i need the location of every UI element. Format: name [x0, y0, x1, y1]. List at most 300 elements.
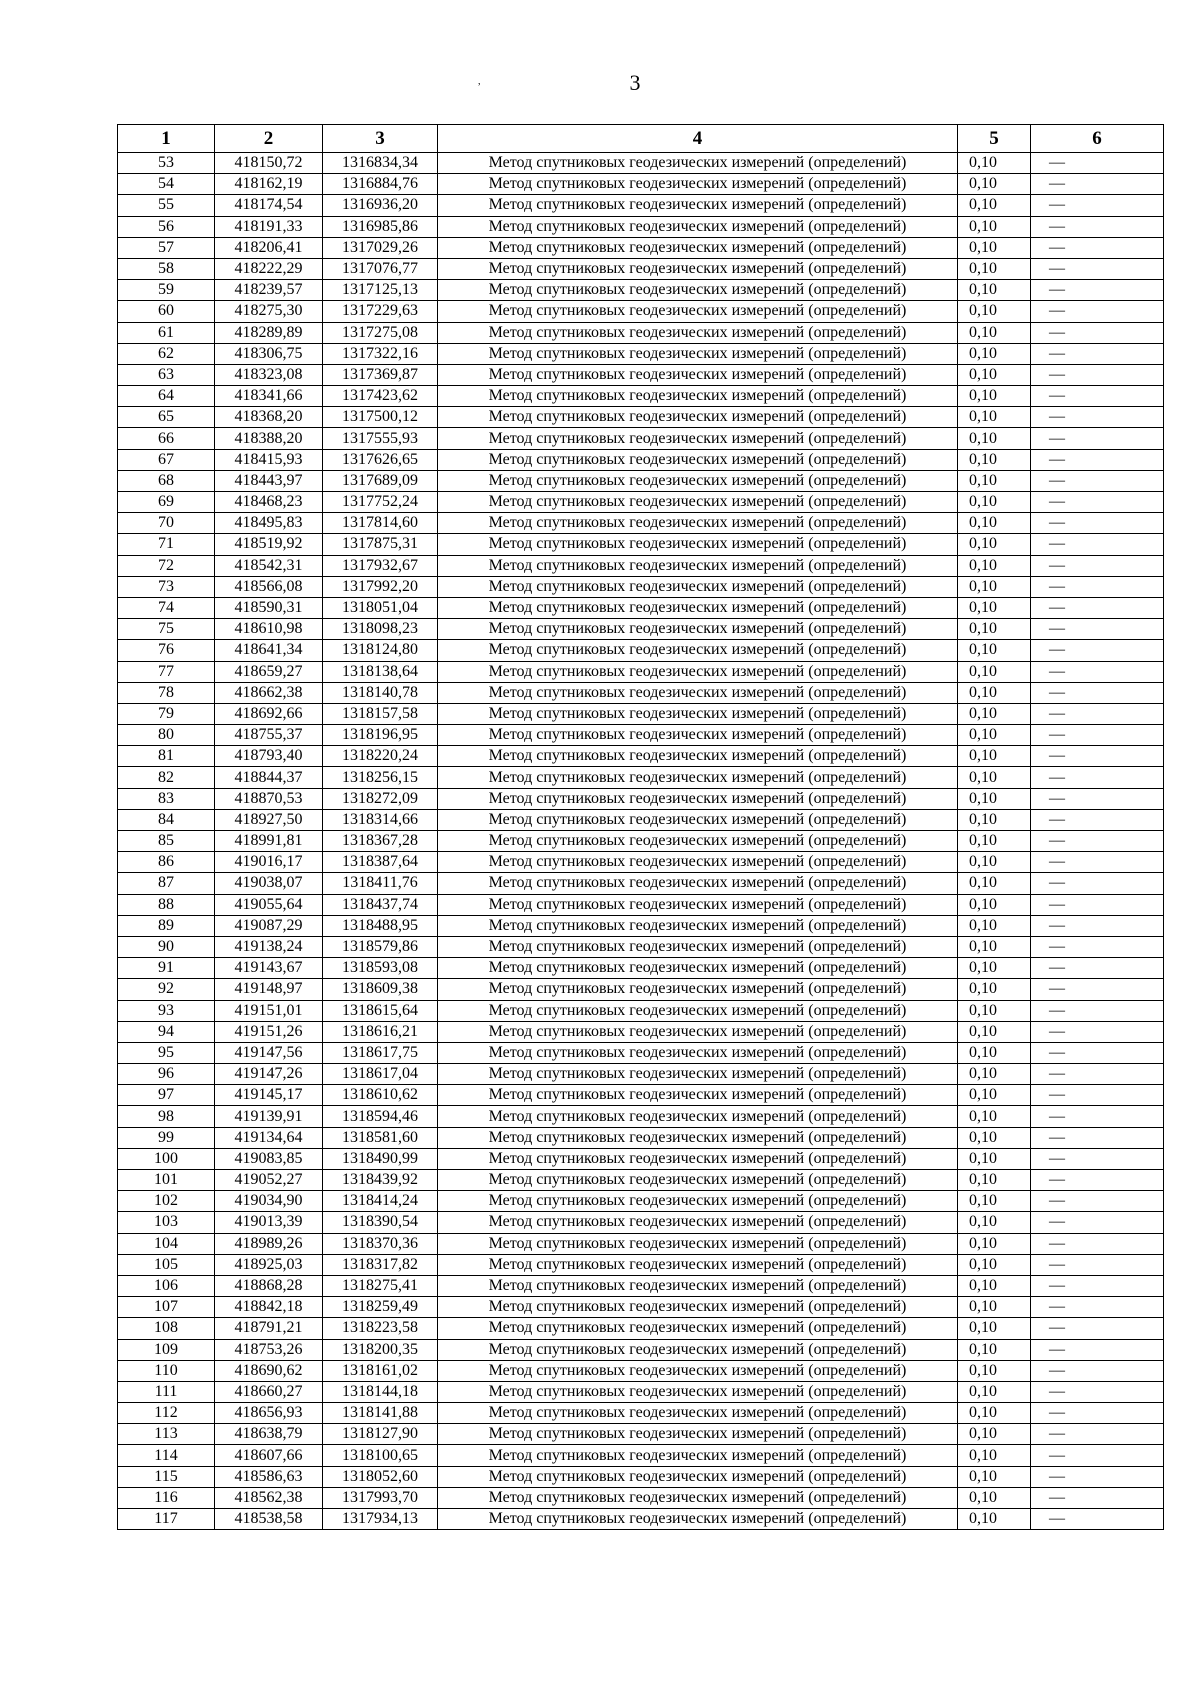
point-number-cell: 97	[118, 1085, 215, 1106]
point-number-cell: 91	[118, 958, 215, 979]
x-coordinate-cell: 418590,31	[215, 597, 323, 618]
precision-cell: 0,10	[958, 258, 1031, 279]
precision-cell: 0,10	[958, 682, 1031, 703]
description-cell: —	[1031, 174, 1164, 195]
method-cell: Метод спутниковых геодезических измерений (определений)	[438, 1191, 958, 1212]
x-coordinate-cell: 418239,57	[215, 280, 323, 301]
table-row	[118, 1148, 1164, 1169]
description-cell: —	[1031, 386, 1164, 407]
description-cell: —	[1031, 703, 1164, 724]
method-cell: Метод спутниковых геодезических измерений (определений)	[438, 915, 958, 936]
precision-cell: 0,10	[958, 1339, 1031, 1360]
method-cell: Метод спутниковых геодезических измерений (определений)	[438, 1275, 958, 1296]
table-row	[118, 1042, 1164, 1063]
x-coordinate-cell: 419087,29	[215, 915, 323, 936]
point-number-cell: 116	[118, 1487, 215, 1508]
table-row	[118, 1466, 1164, 1487]
x-coordinate-cell: 419034,90	[215, 1191, 323, 1212]
precision-cell: 0,10	[958, 322, 1031, 343]
x-coordinate-cell: 418519,92	[215, 534, 323, 555]
description-cell: —	[1031, 640, 1164, 661]
table-row	[118, 216, 1164, 237]
header-cell-4: 4	[438, 125, 958, 153]
method-cell: Метод спутниковых геодезических измерений (определений)	[438, 725, 958, 746]
point-number-cell: 110	[118, 1360, 215, 1381]
point-number-cell: 85	[118, 831, 215, 852]
x-coordinate-cell: 418753,26	[215, 1339, 323, 1360]
y-coordinate-cell: 1318275,41	[323, 1275, 438, 1296]
method-cell: Метод спутниковых геодезических измерений (определений)	[438, 1127, 958, 1148]
table-row	[118, 788, 1164, 809]
description-cell: —	[1031, 1466, 1164, 1487]
point-number-cell: 99	[118, 1127, 215, 1148]
y-coordinate-cell: 1317423,62	[323, 386, 438, 407]
method-cell: Метод спутниковых геодезических измерений (определений)	[438, 322, 958, 343]
x-coordinate-cell: 419052,27	[215, 1170, 323, 1191]
table-row	[118, 1275, 1164, 1296]
table-row	[118, 301, 1164, 322]
y-coordinate-cell: 1318439,92	[323, 1170, 438, 1191]
table-row	[118, 1212, 1164, 1233]
precision-cell: 0,10	[958, 1064, 1031, 1085]
precision-cell: 0,10	[958, 979, 1031, 1000]
x-coordinate-cell: 418562,38	[215, 1487, 323, 1508]
x-coordinate-cell: 418927,50	[215, 809, 323, 830]
table-row	[118, 1445, 1164, 1466]
x-coordinate-cell: 418341,66	[215, 386, 323, 407]
y-coordinate-cell: 1318272,09	[323, 788, 438, 809]
table-row	[118, 1064, 1164, 1085]
precision-cell: 0,10	[958, 576, 1031, 597]
x-coordinate-cell: 419083,85	[215, 1148, 323, 1169]
table-row	[118, 767, 1164, 788]
table-row	[118, 1191, 1164, 1212]
y-coordinate-cell: 1318157,58	[323, 703, 438, 724]
description-cell: —	[1031, 958, 1164, 979]
point-number-cell: 71	[118, 534, 215, 555]
table-row	[118, 174, 1164, 195]
method-cell: Метод спутниковых геодезических измерений (определений)	[438, 428, 958, 449]
x-coordinate-cell: 419139,91	[215, 1106, 323, 1127]
y-coordinate-cell: 1318256,15	[323, 767, 438, 788]
method-cell: Метод спутниковых геодезических измерений (определений)	[438, 174, 958, 195]
description-cell: —	[1031, 237, 1164, 258]
y-coordinate-cell: 1318615,64	[323, 1000, 438, 1021]
description-cell: —	[1031, 682, 1164, 703]
x-coordinate-cell: 419151,26	[215, 1021, 323, 1042]
table-row	[118, 661, 1164, 682]
method-cell: Метод спутниковых геодезических измерений (определений)	[438, 809, 958, 830]
x-coordinate-cell: 418870,53	[215, 788, 323, 809]
table-row	[118, 513, 1164, 534]
description-cell: —	[1031, 153, 1164, 174]
precision-cell: 0,10	[958, 513, 1031, 534]
precision-cell: 0,10	[958, 1233, 1031, 1254]
method-cell: Метод спутниковых геодезических измерений (определений)	[438, 492, 958, 513]
precision-cell: 0,10	[958, 1254, 1031, 1275]
point-number-cell: 106	[118, 1275, 215, 1296]
x-coordinate-cell: 418323,08	[215, 364, 323, 385]
y-coordinate-cell: 1318098,23	[323, 619, 438, 640]
page-number: 3	[629, 70, 641, 95]
method-cell: Метод спутниковых геодезических измерений (определений)	[438, 1360, 958, 1381]
table-row	[118, 1297, 1164, 1318]
precision-cell: 0,10	[958, 1445, 1031, 1466]
x-coordinate-cell: 418468,23	[215, 492, 323, 513]
y-coordinate-cell: 1317993,70	[323, 1487, 438, 1508]
point-number-cell: 60	[118, 301, 215, 322]
method-cell: Метод спутниковых геодезических измерений (определений)	[438, 343, 958, 364]
x-coordinate-cell: 418610,98	[215, 619, 323, 640]
point-number-cell: 73	[118, 576, 215, 597]
description-cell: —	[1031, 1360, 1164, 1381]
point-number-cell: 78	[118, 682, 215, 703]
point-number-cell: 104	[118, 1233, 215, 1254]
description-cell: —	[1031, 258, 1164, 279]
precision-cell: 0,10	[958, 767, 1031, 788]
precision-cell: 0,10	[958, 1170, 1031, 1191]
method-cell: Метод спутниковых геодезических измерений (определений)	[438, 767, 958, 788]
y-coordinate-cell: 1317125,13	[323, 280, 438, 301]
point-number-cell: 81	[118, 746, 215, 767]
point-number-cell: 86	[118, 852, 215, 873]
method-cell: Метод спутниковых геодезических измерений (определений)	[438, 1445, 958, 1466]
method-cell: Метод спутниковых геодезических измерений (определений)	[438, 831, 958, 852]
point-number-cell: 56	[118, 216, 215, 237]
precision-cell: 0,10	[958, 174, 1031, 195]
precision-cell: 0,10	[958, 958, 1031, 979]
x-coordinate-cell: 418206,41	[215, 237, 323, 258]
method-cell: Метод спутниковых геодезических измерений (определений)	[438, 1021, 958, 1042]
x-coordinate-cell: 419148,97	[215, 979, 323, 1000]
table-body	[118, 153, 1164, 1530]
description-cell: —	[1031, 1148, 1164, 1169]
method-cell: Метод спутниковых геодезических измерений (определений)	[438, 513, 958, 534]
point-number-cell: 62	[118, 343, 215, 364]
header-cell-5: 5	[958, 125, 1031, 153]
x-coordinate-cell: 418991,81	[215, 831, 323, 852]
precision-cell: 0,10	[958, 1042, 1031, 1063]
y-coordinate-cell: 1318127,90	[323, 1424, 438, 1445]
point-number-cell: 69	[118, 492, 215, 513]
point-number-cell: 93	[118, 1000, 215, 1021]
x-coordinate-cell: 419013,39	[215, 1212, 323, 1233]
description-cell: —	[1031, 767, 1164, 788]
x-coordinate-cell: 418656,93	[215, 1403, 323, 1424]
precision-cell: 0,10	[958, 343, 1031, 364]
y-coordinate-cell: 1317932,67	[323, 555, 438, 576]
precision-cell: 0,10	[958, 1275, 1031, 1296]
x-coordinate-cell: 418443,97	[215, 470, 323, 491]
method-cell: Метод спутниковых геодезических измерений (определений)	[438, 301, 958, 322]
description-cell: —	[1031, 576, 1164, 597]
x-coordinate-cell: 418692,66	[215, 703, 323, 724]
description-cell: —	[1031, 1254, 1164, 1275]
table-row	[118, 809, 1164, 830]
description-cell: —	[1031, 343, 1164, 364]
method-cell: Метод спутниковых геодезических измерений (определений)	[438, 1148, 958, 1169]
point-number-cell: 111	[118, 1381, 215, 1402]
table-row	[118, 894, 1164, 915]
point-number-cell: 66	[118, 428, 215, 449]
y-coordinate-cell: 1317029,26	[323, 237, 438, 258]
y-coordinate-cell: 1318609,38	[323, 979, 438, 1000]
x-coordinate-cell: 418791,21	[215, 1318, 323, 1339]
description-cell: —	[1031, 1042, 1164, 1063]
method-cell: Метод спутниковых геодезических измерений (определений)	[438, 534, 958, 555]
x-coordinate-cell: 418755,37	[215, 725, 323, 746]
description-cell: —	[1031, 788, 1164, 809]
y-coordinate-cell: 1318581,60	[323, 1127, 438, 1148]
y-coordinate-cell: 1318161,02	[323, 1360, 438, 1381]
y-coordinate-cell: 1317369,87	[323, 364, 438, 385]
description-cell: —	[1031, 597, 1164, 618]
description-cell: —	[1031, 936, 1164, 957]
x-coordinate-cell: 418844,37	[215, 767, 323, 788]
point-number-cell: 84	[118, 809, 215, 830]
header-cell-1: 1	[118, 125, 215, 153]
point-number-cell: 82	[118, 767, 215, 788]
y-coordinate-cell: 1318138,64	[323, 661, 438, 682]
method-cell: Метод спутниковых геодезических измерений (определений)	[438, 1254, 958, 1275]
point-number-cell: 57	[118, 237, 215, 258]
y-coordinate-cell: 1318144,18	[323, 1381, 438, 1402]
y-coordinate-cell: 1318490,99	[323, 1148, 438, 1169]
description-cell: —	[1031, 873, 1164, 894]
description-cell: —	[1031, 322, 1164, 343]
precision-cell: 0,10	[958, 555, 1031, 576]
description-cell: —	[1031, 894, 1164, 915]
method-cell: Метод спутниковых геодезических измерений (определений)	[438, 449, 958, 470]
table-row	[118, 1403, 1164, 1424]
description-cell: —	[1031, 1424, 1164, 1445]
description-cell: —	[1031, 1297, 1164, 1318]
x-coordinate-cell: 418566,08	[215, 576, 323, 597]
point-number-cell: 114	[118, 1445, 215, 1466]
method-cell: Метод спутниковых геодезических измерений (определений)	[438, 852, 958, 873]
method-cell: Метод спутниковых геодезических измерений (определений)	[438, 1042, 958, 1063]
x-coordinate-cell: 419016,17	[215, 852, 323, 873]
description-cell: —	[1031, 407, 1164, 428]
y-coordinate-cell: 1318414,24	[323, 1191, 438, 1212]
method-cell: Метод спутниковых геодезических измерений (определений)	[438, 1381, 958, 1402]
description-cell: —	[1031, 1509, 1164, 1530]
header-cell-6: 6	[1031, 125, 1164, 153]
y-coordinate-cell: 1318200,35	[323, 1339, 438, 1360]
table-row	[118, 364, 1164, 385]
method-cell: Метод спутниковых геодезических измерений (определений)	[438, 1297, 958, 1318]
y-coordinate-cell: 1318314,66	[323, 809, 438, 830]
y-coordinate-cell: 1316985,86	[323, 216, 438, 237]
method-cell: Метод спутниковых геодезических измерений (определений)	[438, 1339, 958, 1360]
table-row	[118, 1127, 1164, 1148]
precision-cell: 0,10	[958, 534, 1031, 555]
y-coordinate-cell: 1316834,34	[323, 153, 438, 174]
precision-cell: 0,10	[958, 1509, 1031, 1530]
precision-cell: 0,10	[958, 1085, 1031, 1106]
precision-cell: 0,10	[958, 788, 1031, 809]
table-row	[118, 428, 1164, 449]
x-coordinate-cell: 418659,27	[215, 661, 323, 682]
method-cell: Метод спутниковых геодезических измерений (определений)	[438, 1318, 958, 1339]
y-coordinate-cell: 1317875,31	[323, 534, 438, 555]
point-number-cell: 67	[118, 449, 215, 470]
point-number-cell: 113	[118, 1424, 215, 1445]
description-cell: —	[1031, 746, 1164, 767]
precision-cell: 0,10	[958, 1424, 1031, 1445]
point-number-cell: 88	[118, 894, 215, 915]
method-cell: Метод спутниковых геодезических измерений (определений)	[438, 1212, 958, 1233]
point-number-cell: 80	[118, 725, 215, 746]
y-coordinate-cell: 1318594,46	[323, 1106, 438, 1127]
point-number-cell: 109	[118, 1339, 215, 1360]
description-cell: —	[1031, 725, 1164, 746]
x-coordinate-cell: 419145,17	[215, 1085, 323, 1106]
point-number-cell: 65	[118, 407, 215, 428]
method-cell: Метод спутниковых геодезических измерений (определений)	[438, 958, 958, 979]
table-row	[118, 555, 1164, 576]
y-coordinate-cell: 1318100,65	[323, 1445, 438, 1466]
description-cell: —	[1031, 470, 1164, 491]
method-cell: Метод спутниковых геодезических измерений (определений)	[438, 746, 958, 767]
precision-cell: 0,10	[958, 619, 1031, 640]
point-number-cell: 103	[118, 1212, 215, 1233]
method-cell: Метод спутниковых геодезических измерений (определений)	[438, 619, 958, 640]
description-cell: —	[1031, 979, 1164, 1000]
point-number-cell: 70	[118, 513, 215, 534]
y-coordinate-cell: 1318220,24	[323, 746, 438, 767]
table-row	[118, 958, 1164, 979]
y-coordinate-cell: 1318259,49	[323, 1297, 438, 1318]
x-coordinate-cell: 419055,64	[215, 894, 323, 915]
y-coordinate-cell: 1317275,08	[323, 322, 438, 343]
table-row	[118, 258, 1164, 279]
method-cell: Метод спутниковых геодезических измерений (определений)	[438, 280, 958, 301]
y-coordinate-cell: 1318610,62	[323, 1085, 438, 1106]
description-cell: —	[1031, 852, 1164, 873]
point-number-cell: 68	[118, 470, 215, 491]
point-number-cell: 89	[118, 915, 215, 936]
table-row	[118, 682, 1164, 703]
point-number-cell: 101	[118, 1170, 215, 1191]
description-cell: —	[1031, 428, 1164, 449]
method-cell: Метод спутниковых геодезических измерений (определений)	[438, 1170, 958, 1191]
point-number-cell: 112	[118, 1403, 215, 1424]
precision-cell: 0,10	[958, 746, 1031, 767]
point-number-cell: 77	[118, 661, 215, 682]
point-number-cell: 105	[118, 1254, 215, 1275]
method-cell: Метод спутниковых геодезических измерений (определений)	[438, 1064, 958, 1085]
table-row	[118, 725, 1164, 746]
method-cell: Метод спутниковых геодезических измерений (определений)	[438, 576, 958, 597]
table-row	[118, 1509, 1164, 1530]
point-number-cell: 92	[118, 979, 215, 1000]
table-row	[118, 407, 1164, 428]
method-cell: Метод спутниковых геодезических измерений (определений)	[438, 873, 958, 894]
point-number-cell: 55	[118, 195, 215, 216]
scan-mark: ,	[478, 76, 481, 87]
point-number-cell: 58	[118, 258, 215, 279]
precision-cell: 0,10	[958, 1318, 1031, 1339]
precision-cell: 0,10	[958, 597, 1031, 618]
y-coordinate-cell: 1318390,54	[323, 1212, 438, 1233]
point-number-cell: 94	[118, 1021, 215, 1042]
y-coordinate-cell: 1317814,60	[323, 513, 438, 534]
description-cell: —	[1031, 492, 1164, 513]
x-coordinate-cell: 418842,18	[215, 1297, 323, 1318]
method-cell: Метод спутниковых геодезических измерений (определений)	[438, 364, 958, 385]
table-row	[118, 936, 1164, 957]
precision-cell: 0,10	[958, 936, 1031, 957]
description-cell: —	[1031, 216, 1164, 237]
precision-cell: 0,10	[958, 1403, 1031, 1424]
point-number-cell: 74	[118, 597, 215, 618]
x-coordinate-cell: 418162,19	[215, 174, 323, 195]
point-number-cell: 83	[118, 788, 215, 809]
description-cell: —	[1031, 1106, 1164, 1127]
x-coordinate-cell: 418368,20	[215, 407, 323, 428]
y-coordinate-cell: 1318370,36	[323, 1233, 438, 1254]
point-number-cell: 107	[118, 1297, 215, 1318]
x-coordinate-cell: 419038,07	[215, 873, 323, 894]
point-number-cell: 102	[118, 1191, 215, 1212]
method-cell: Метод спутниковых геодезических измерений (определений)	[438, 1000, 958, 1021]
table-row	[118, 1424, 1164, 1445]
method-cell: Метод спутниковых геодезических измерений (определений)	[438, 1509, 958, 1530]
table-row	[118, 640, 1164, 661]
point-number-cell: 54	[118, 174, 215, 195]
table-row	[118, 1233, 1164, 1254]
description-cell: —	[1031, 301, 1164, 322]
table-row	[118, 831, 1164, 852]
method-cell: Метод спутниковых геодезических измерений (определений)	[438, 640, 958, 661]
x-coordinate-cell: 418989,26	[215, 1233, 323, 1254]
y-coordinate-cell: 1318317,82	[323, 1254, 438, 1275]
description-cell: —	[1031, 1487, 1164, 1508]
y-coordinate-cell: 1318437,74	[323, 894, 438, 915]
y-coordinate-cell: 1318052,60	[323, 1466, 438, 1487]
x-coordinate-cell: 419134,64	[215, 1127, 323, 1148]
method-cell: Метод спутниковых геодезических измерений (определений)	[438, 1487, 958, 1508]
method-cell: Метод спутниковых геодезических измерений (определений)	[438, 1424, 958, 1445]
table-row	[118, 597, 1164, 618]
table-row	[118, 449, 1164, 470]
point-number-cell: 72	[118, 555, 215, 576]
method-cell: Метод спутниковых геодезических измерений (определений)	[438, 661, 958, 682]
precision-cell: 0,10	[958, 386, 1031, 407]
table-row	[118, 915, 1164, 936]
x-coordinate-cell: 418793,40	[215, 746, 323, 767]
description-cell: —	[1031, 1127, 1164, 1148]
x-coordinate-cell: 418638,79	[215, 1424, 323, 1445]
point-number-cell: 100	[118, 1148, 215, 1169]
point-number-cell: 63	[118, 364, 215, 385]
point-number-cell: 98	[118, 1106, 215, 1127]
table-row	[118, 1381, 1164, 1402]
method-cell: Метод спутниковых геодезических измерений (определений)	[438, 682, 958, 703]
table-row	[118, 1360, 1164, 1381]
precision-cell: 0,10	[958, 237, 1031, 258]
header-cell-2: 2	[215, 125, 323, 153]
method-cell: Метод спутниковых геодезических измерений (определений)	[438, 979, 958, 1000]
point-number-cell: 61	[118, 322, 215, 343]
table-row	[118, 322, 1164, 343]
method-cell: Метод спутниковых геодезических измерений (определений)	[438, 1106, 958, 1127]
x-coordinate-cell: 418174,54	[215, 195, 323, 216]
precision-cell: 0,10	[958, 831, 1031, 852]
precision-cell: 0,10	[958, 1487, 1031, 1508]
point-number-cell: 115	[118, 1466, 215, 1487]
